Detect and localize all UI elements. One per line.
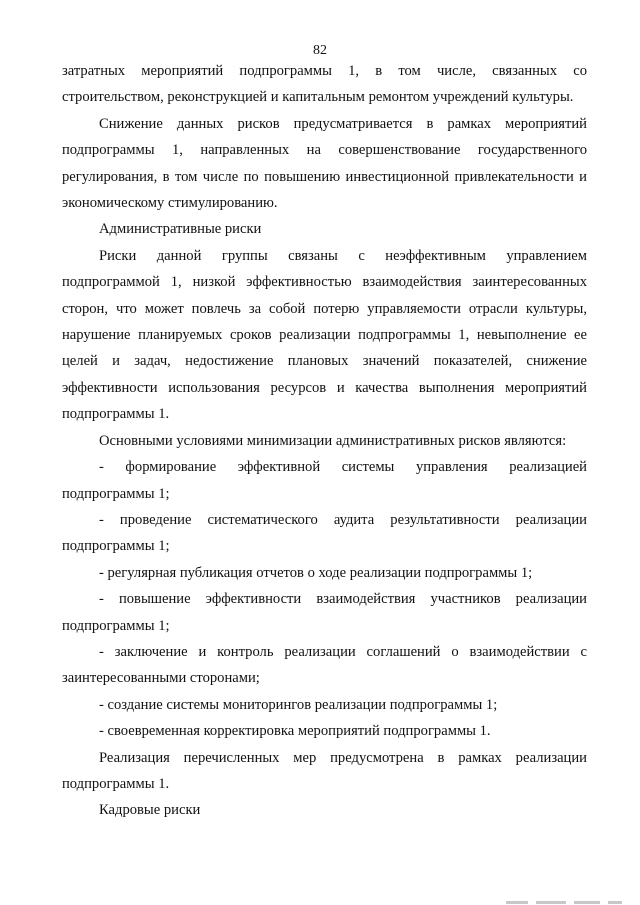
list-item: - повышение эффективности взаимодействия участников реализации подпрограммы 1; xyxy=(62,591,587,634)
list-item: - проведение систематического аудита результативности реализации подпрограммы 1; xyxy=(62,511,587,555)
list-item: - регулярная публикация отчетов о ходе реализации подпрограммы 1; xyxy=(99,564,533,581)
paragraph-minimization-conditions: Основными условиями минимизации административных рисков являются: xyxy=(99,432,567,449)
section-heading-personnel-risks: Кадровые риски xyxy=(99,802,201,819)
paragraph-administrative-risks: Риски данной группы связаны с неэффективным управлением подпрограммой 1, низкой эффективностью взаимодействия заинтересованных сторон, что может повлечь за собой потерю управляемости отрасли культуры, нарушение планируемых сроков реализации подпрограммы 1, невыполнение ее целей и задач, недостижение плановых значений показателей, снижение эффективности использования ресурсов и качества выполнения мероприятий подпрограммы 1. xyxy=(62,247,587,423)
list-item: - заключение и контроль реализации соглашений о взаимодействии с заинтересованными сторонами; xyxy=(62,643,587,687)
page-number: 82 xyxy=(313,43,327,58)
scan-edge-marks xyxy=(492,899,622,905)
paragraph-risk-reduction: Снижение данных рисков предусматривается в рамках мероприятий подпрограммы 1, направленных на совершенствование государственного регулирования, в том числе по повышению инвестиционной привлекательности и экономическому стимулированию. xyxy=(62,115,587,212)
list-item: - создание системы мониторингов реализации подпрограммы 1; xyxy=(99,696,498,713)
section-heading-administrative-risks: Административные риски xyxy=(99,221,262,238)
list-item: - формирование эффективной системы управления реализацией подпрограммы 1; xyxy=(62,459,587,502)
paragraph-continuation: затратных мероприятий подпрограммы 1, в том числе, связанных со строительством, реконструкцией и капитальным ремонтом учреждений культуры. xyxy=(62,63,587,106)
document-body xyxy=(62,58,587,824)
paragraph-measures-implementation: Реализация перечисленных мер предусмотрена в рамках реализации подпрограммы 1. xyxy=(62,749,587,792)
list-item: - своевременная корректировка мероприятий подпрограммы 1. xyxy=(99,723,491,740)
